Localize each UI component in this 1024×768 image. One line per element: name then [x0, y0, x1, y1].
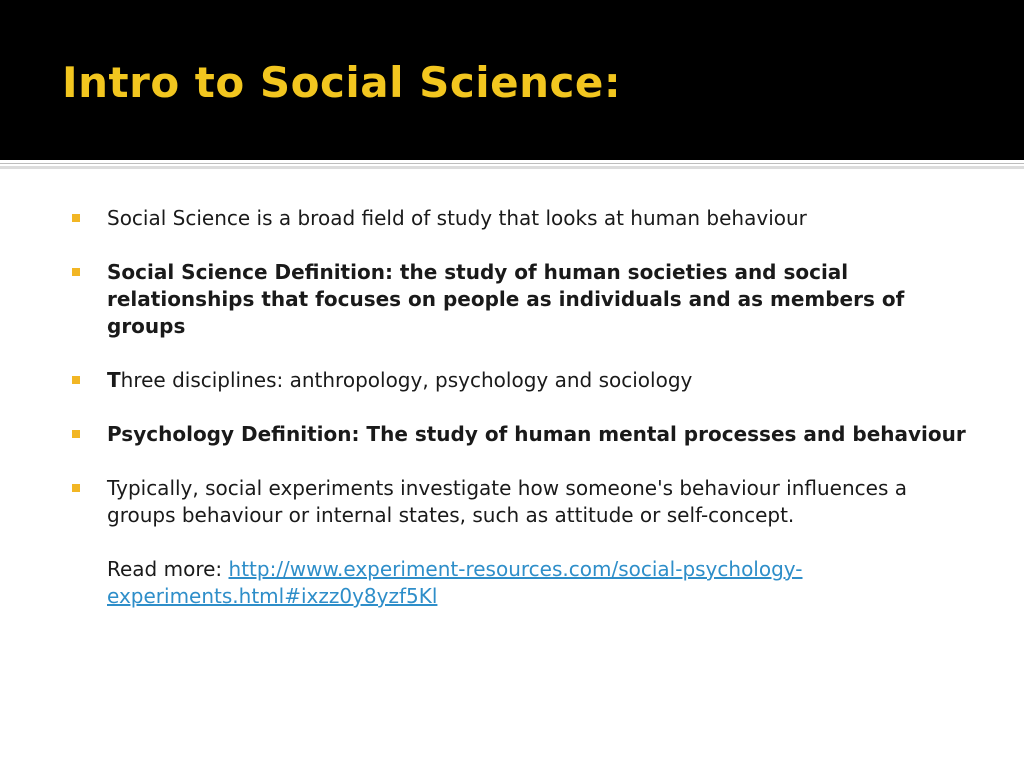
bullet-lead-letter: T	[107, 368, 121, 392]
read-more	[107, 556, 972, 610]
divider-line-shadow	[0, 166, 1024, 169]
square-bullet-icon	[72, 484, 80, 492]
bullet-item	[72, 421, 972, 448]
title-bar	[0, 0, 1024, 160]
reference-link[interactable]: http://www.experiment-resources.com/social-psychology-experiments.html#ixzz0y8yzf5Kl	[107, 557, 803, 608]
square-bullet-icon	[72, 376, 80, 384]
bullet-text-definition: Social Science Definition: the study of human societies and social relationships that focuses on people as individuals and as members of groups	[107, 260, 905, 338]
bullet-item	[72, 205, 972, 232]
bullet-item	[72, 475, 972, 610]
read-more-label: Read more:	[107, 557, 229, 581]
square-bullet-icon	[72, 268, 80, 276]
bullet-text: Social Science is a broad field of study that looks at human behaviour	[107, 206, 807, 230]
divider-line	[0, 163, 1024, 164]
bullet-list	[72, 205, 972, 637]
bullet-text: hree disciplines: anthropology, psychology and sociology	[120, 368, 693, 392]
square-bullet-icon	[72, 214, 80, 222]
slide-title: Intro to Social Science:	[62, 58, 622, 107]
bullet-item	[72, 367, 972, 394]
square-bullet-icon	[72, 430, 80, 438]
bullet-text: Typically, social experiments investigate how someone's behaviour influences a groups behaviour or internal states, such as attitude or self-concept.	[107, 476, 907, 527]
bullet-text-definition: Psychology Definition: The study of human mental processes and behaviour	[107, 422, 966, 446]
bullet-item	[72, 259, 972, 340]
